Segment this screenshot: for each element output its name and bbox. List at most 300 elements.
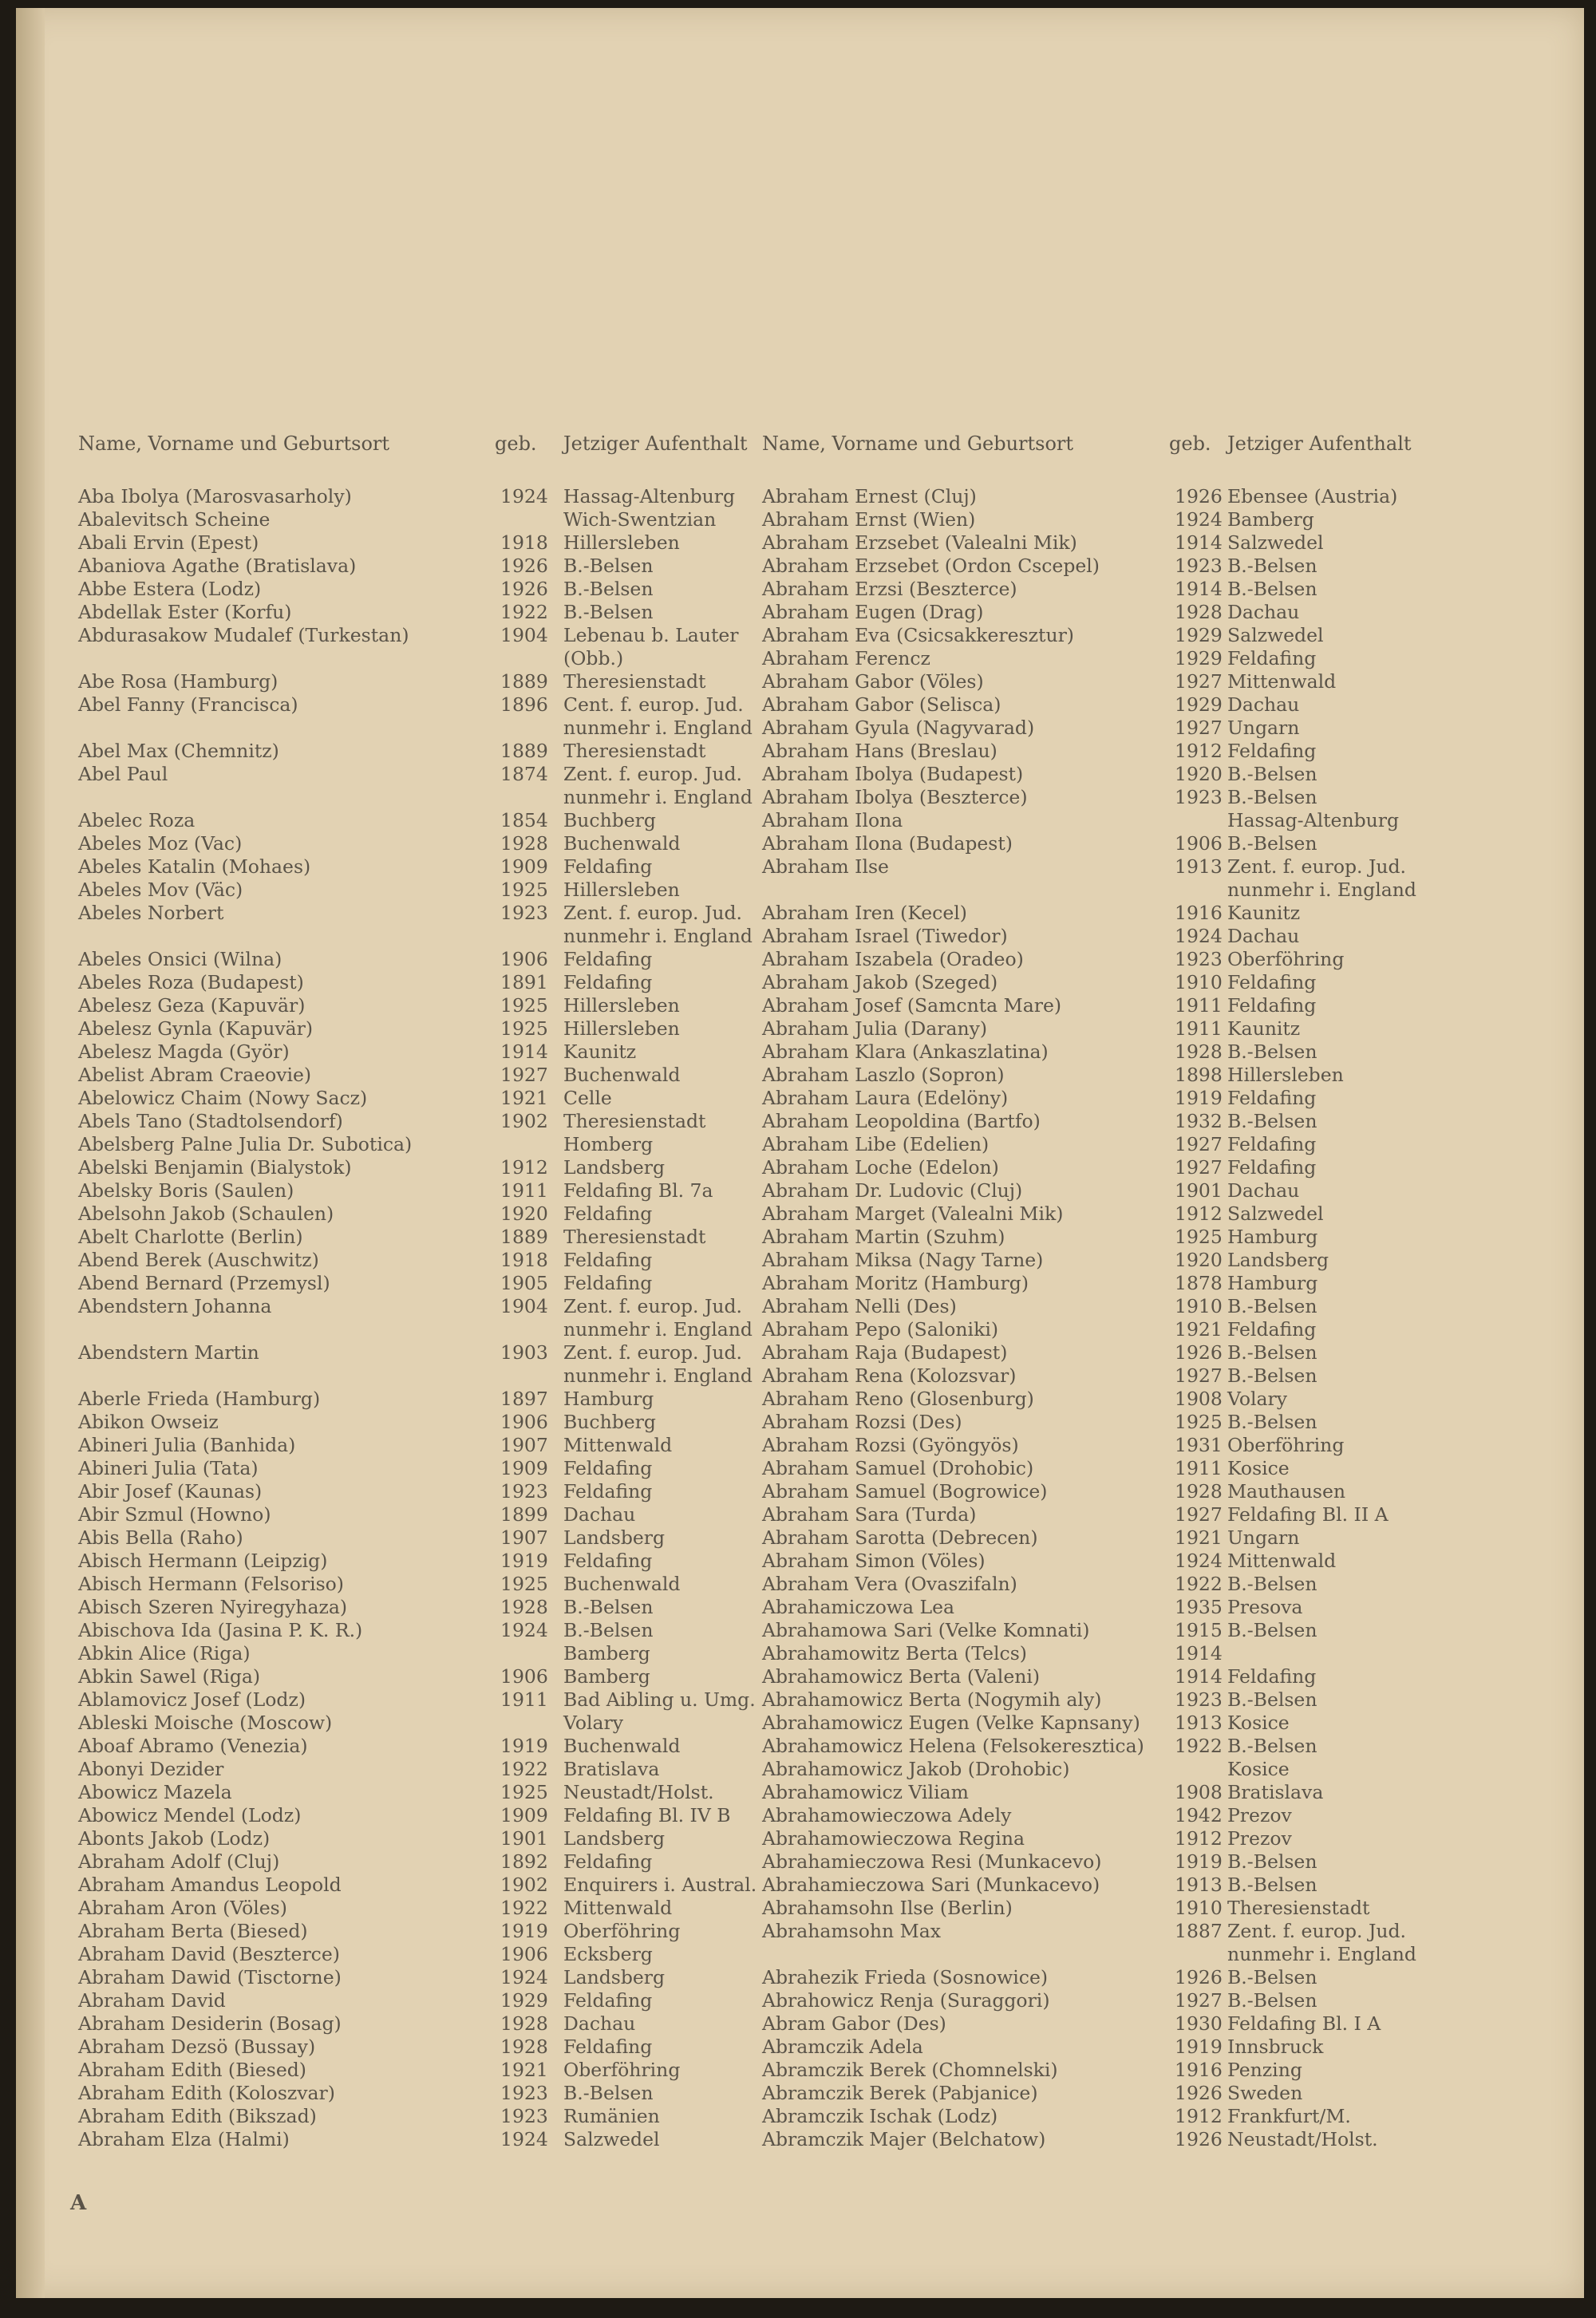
entry-location: Oberföhring [563, 2059, 681, 2081]
entry-name: Abraham Ernest (Cluj) [762, 485, 977, 507]
entry-birth-year: 1909 [500, 1804, 548, 1826]
entry-location: Buchenwald [563, 1573, 681, 1595]
list-item [762, 1665, 1560, 1688]
list-item [762, 1202, 1560, 1226]
entry-location: Ungarn [1227, 717, 1300, 739]
entry-location: Bamberg [1227, 508, 1314, 531]
entry-name: Abeles Norbert [78, 902, 224, 924]
entry-birth-year: 1906 [500, 1943, 548, 1965]
entry-location: Feldafing [563, 1202, 653, 1225]
list-item [762, 1341, 1560, 1364]
entry-birth-year: 1912 [1175, 1202, 1223, 1225]
entry-location: B.-Belsen [1227, 1573, 1317, 1595]
entry-birth-year: 1904 [500, 1295, 548, 1317]
entry-birth-year: 1931 [1175, 1434, 1223, 1456]
entry-location: Bamberg [563, 1642, 650, 1664]
entry-name: Abelesz Gynla (Kapuvär) [78, 1017, 314, 1040]
entry-location: Feldafing [563, 1249, 653, 1271]
entry-location: Salzwedel [563, 2128, 660, 2150]
entry-location: Salzwedel [1227, 531, 1324, 554]
entry-birth-year: 1919 [500, 1735, 548, 1757]
entry-location: Dachau [1227, 693, 1300, 716]
entry-name: Abraham Raja (Budapest) [762, 1341, 1008, 1364]
entry-birth-year: 1928 [1175, 601, 1223, 623]
list-item [762, 1249, 1560, 1272]
entry-location: Mauthausen [1227, 1480, 1346, 1503]
list-item [64, 1920, 766, 1943]
entry-name: Abraham Josef (Samcnta Mare) [762, 994, 1062, 1017]
entry-name: Abraham Elza (Halmi) [78, 2128, 290, 2150]
entry-birth-year: 1926 [1175, 1341, 1223, 1364]
entry-name: Abraham Rena (Kolozsvar) [762, 1364, 1017, 1387]
entry-name: Abonts Jakob (Lodz) [78, 1827, 271, 1850]
entry-birth-year: 1892 [500, 1850, 548, 1873]
entry-name: Abend Bernard (Przemysl) [78, 1272, 330, 1294]
entry-birth-year: 1929 [1175, 693, 1223, 716]
entry-name: Abend Berek (Auschwitz) [78, 1249, 319, 1271]
list-item [64, 1688, 766, 1712]
list-item [64, 1989, 766, 2012]
entry-name: Abisch Hermann (Felsoriso) [78, 1573, 344, 1595]
entry-location: B.-Belsen [1227, 832, 1317, 855]
entry-location: Hamburg [1227, 1226, 1318, 1248]
entry-name: Abrahamowicz Jakob (Drohobic) [762, 1758, 1070, 1780]
entry-name: Abelt Charlotte (Berlin) [78, 1226, 303, 1248]
entry-birth-year: 1919 [500, 1550, 548, 1572]
entry-location: Feldafing Bl. I A [1227, 2012, 1381, 2035]
list-item [64, 1202, 766, 1226]
entry-location: Dachau [563, 1503, 636, 1526]
entry-location: Feldafing [563, 1989, 653, 2012]
entry-name: Abelist Abram Craeovie) [78, 1064, 312, 1086]
entry-birth-year: 1912 [500, 1156, 548, 1179]
list-item [762, 1712, 1560, 1735]
list-item [762, 555, 1560, 578]
entry-name: Abikon Owseiz [78, 1411, 219, 1433]
entry-birth-year: 1910 [1175, 1295, 1223, 1317]
entry-name: Aba Ibolya (Marosvasarholy) [78, 485, 352, 507]
list-item [762, 508, 1560, 531]
entry-location: Enquirers i. Austral. [563, 1874, 757, 1896]
entry-location: Prezov [1227, 1804, 1292, 1826]
entry-birth-year: 1905 [500, 1272, 548, 1294]
list-item [762, 971, 1560, 994]
entry-location: Frankfurt/M. [1227, 2105, 1351, 2127]
entry-birth-year: 1927 [500, 1064, 548, 1086]
entry-birth-year: 1911 [500, 1179, 548, 1202]
entry-name: Abramczik Adela [762, 2036, 923, 2058]
entry-name: Abraham Jakob (Szeged) [762, 971, 998, 993]
entry-birth-year: 1914 [1175, 578, 1223, 600]
entry-location: Homberg [563, 1133, 654, 1155]
entry-location-continued: nunmehr i. England [563, 786, 753, 808]
entry-birth-year: 1908 [1175, 1388, 1223, 1410]
document-page [16, 8, 1584, 2298]
entry-location: Cent. f. europ. Jud. [563, 693, 744, 716]
entry-birth-year: 1908 [1175, 1781, 1223, 1803]
entry-name: Abraham Laura (Edelöny) [762, 1087, 1009, 1109]
entry-name: Abelowicz Chaim (Nowy Sacz) [78, 1087, 368, 1109]
entry-name: Abeles Moz (Vac) [78, 832, 243, 855]
list-item [64, 1226, 766, 1249]
entry-name: Abrahamowa Sari (Velke Komnati) [762, 1619, 1090, 1641]
entry-name: Abel Paul [78, 763, 168, 785]
entry-name: Abrahamowicz Eugen (Velke Kapnsany) [762, 1712, 1140, 1734]
entry-name: Abraham Eugen (Drag) [762, 601, 984, 623]
entry-location: B.-Belsen [1227, 763, 1317, 785]
entry-name: Abramczik Majer (Belchatow) [762, 2128, 1046, 2150]
entry-location: Feldafing [563, 2036, 653, 2058]
list-item [64, 1804, 766, 1827]
entry-birth-year: 1913 [1175, 1712, 1223, 1734]
entry-birth-year: 1902 [500, 1110, 548, 1132]
entry-name: Abraham Iren (Kecel) [762, 902, 967, 924]
entry-birth-year: 1923 [1175, 948, 1223, 970]
entry-location: Landsberg [563, 1966, 666, 1988]
entry-name: Abrahamowicz Viliam [762, 1781, 969, 1803]
list-item [762, 1064, 1560, 1087]
entry-birth-year: 1922 [500, 601, 548, 623]
entry-location: Innsbruck [1227, 2036, 1324, 2058]
entry-birth-year: 1919 [1175, 1087, 1223, 1109]
list-item [762, 601, 1560, 624]
entry-location-continued: nunmehr i. England [563, 717, 753, 739]
list-item [762, 1897, 1560, 1920]
list-item [762, 1735, 1560, 1758]
list-item [762, 1550, 1560, 1573]
entry-location: Sweden [1227, 2082, 1303, 2104]
list-item [64, 693, 766, 740]
list-item [64, 508, 766, 531]
list-item [64, 1735, 766, 1758]
list-item [64, 601, 766, 624]
entry-birth-year: 1927 [1175, 670, 1223, 693]
entry-name: Abir Szmul (Howno) [78, 1503, 271, 1526]
entry-location: Feldafing [563, 1457, 653, 1479]
entry-location: Buchenwald [563, 832, 681, 855]
entry-location: Hillersleben [563, 531, 680, 554]
entry-name: Abis Bella (Raho) [78, 1526, 243, 1549]
entry-name: Abkin Alice (Riga) [78, 1642, 251, 1664]
entry-birth-year: 1924 [500, 2128, 548, 2150]
entry-birth-year: 1910 [1175, 971, 1223, 993]
entry-location: Neustadt/Holst. [1227, 2128, 1378, 2150]
entry-location: Feldafing [563, 1272, 653, 1294]
entry-location: Zent. f. europ. Jud. [563, 1295, 743, 1317]
entry-location: Mittenwald [563, 1434, 673, 1456]
entry-birth-year: 1928 [1175, 1480, 1223, 1503]
list-item [762, 1480, 1560, 1503]
entry-location: Feldafing [1227, 1087, 1317, 1109]
entry-birth-year: 1914 [1175, 1665, 1223, 1688]
entry-location: Hillersleben [563, 879, 680, 901]
entry-birth-year: 1923 [500, 2105, 548, 2127]
entry-birth-year: 1913 [1175, 1874, 1223, 1896]
entry-birth-year: 1889 [500, 670, 548, 693]
entry-name: Abelec Roza [78, 809, 196, 831]
entry-location: Feldafing [1227, 971, 1317, 993]
list-item [762, 809, 1560, 832]
entry-name: Abeles Roza (Budapest) [78, 971, 304, 993]
entry-location: Presova [1227, 1596, 1303, 1618]
entry-location-continued: nunmehr i. England [1227, 1943, 1416, 1965]
header-name-label: Name, Vorname und Geburtsort [762, 432, 1074, 455]
entry-name: Abels Tano (Stadtolsendorf) [78, 1110, 343, 1132]
entry-location: Kosice [1227, 1712, 1290, 1734]
entry-birth-year: 1929 [1175, 647, 1223, 669]
list-item [64, 1526, 766, 1550]
entry-location: B.-Belsen [563, 2082, 654, 2104]
list-item [64, 971, 766, 994]
entry-location: Zent. f. europ. Jud. [1227, 855, 1407, 878]
entry-location: Bratislava [563, 1758, 660, 1780]
entry-name: Abraham Edith (Biesed) [78, 2059, 306, 2081]
entry-birth-year: 1911 [1175, 1017, 1223, 1040]
entry-location: Feldafing [1227, 1665, 1317, 1688]
entry-birth-year: 1926 [1175, 485, 1223, 507]
entry-location: Prezov [1227, 1827, 1292, 1850]
entry-birth-year: 1907 [500, 1434, 548, 1456]
entry-location: Feldafing [563, 948, 653, 970]
list-item [762, 2059, 1560, 2082]
entry-location: Landsberg [1227, 1249, 1329, 1271]
entry-location: Dachau [1227, 601, 1300, 623]
entry-name: Abraham Laszlo (Sopron) [762, 1064, 1005, 1086]
entry-location: Penzing [1227, 2059, 1302, 2081]
list-item [762, 832, 1560, 855]
entry-birth-year: 1919 [1175, 2036, 1223, 2058]
entry-birth-year: 1926 [1175, 1966, 1223, 1988]
entry-location: Celle [563, 1087, 612, 1109]
entry-name: Abraham Nelli (Des) [762, 1295, 957, 1317]
entry-location: Oberföhring [563, 1920, 681, 1942]
list-item [64, 1781, 766, 1804]
entry-location: Landsberg [563, 1827, 666, 1850]
list-item [64, 1596, 766, 1619]
entry-birth-year: 1927 [1175, 717, 1223, 739]
list-item [762, 1827, 1560, 1850]
list-item [64, 578, 766, 601]
section-letter: A [70, 2191, 87, 2215]
list-item [64, 809, 766, 832]
list-item [762, 1596, 1560, 1619]
entry-name: Abraham Amandus Leopold [78, 1874, 342, 1896]
entry-name: Abraham Hans (Breslau) [762, 740, 998, 762]
entry-location: Zent. f. europ. Jud. [563, 902, 743, 924]
entry-birth-year: 1902 [500, 1874, 548, 1896]
list-item [64, 902, 766, 948]
list-item [64, 1017, 766, 1041]
entry-name: Abalevitsch Scheine [78, 508, 271, 531]
entry-location: Rumänien [563, 2105, 660, 2127]
list-item [762, 786, 1560, 809]
entry-location: Hillersleben [563, 1017, 680, 1040]
entry-location: Salzwedel [1227, 624, 1324, 646]
entry-name: Abraham Desiderin (Bosag) [78, 2012, 342, 2035]
entry-location: Theresienstadt [1227, 1897, 1370, 1919]
list-item [64, 1573, 766, 1596]
entry-birth-year: 1901 [1175, 1179, 1223, 1202]
list-item [762, 1619, 1560, 1642]
entry-location: Feldafing [1227, 647, 1317, 669]
entry-name: Abraham Dawid (Tisctorne) [78, 1966, 342, 1988]
entry-birth-year: 1913 [1175, 855, 1223, 878]
list-item [64, 1041, 766, 1064]
entry-location: Feldafing Bl. 7a [563, 1179, 713, 1202]
entry-birth-year: 1906 [500, 948, 548, 970]
entry-location: Kaunitz [563, 1041, 637, 1063]
entry-name: Abraham Loche (Edelon) [762, 1156, 999, 1179]
header-year-label: geb. [495, 432, 537, 455]
list-item [762, 2128, 1560, 2151]
header-year-label: geb. [1169, 432, 1211, 455]
list-item [762, 902, 1560, 925]
entry-name: Abraham Gyula (Nagyvarad) [762, 717, 1035, 739]
entry-birth-year: 1906 [500, 1411, 548, 1433]
entry-birth-year: 1921 [1175, 1318, 1223, 1341]
entry-birth-year: 1927 [1175, 1503, 1223, 1526]
entry-birth-year: 1924 [500, 1619, 548, 1641]
entry-name: Abraham Miksa (Nagy Tarne) [762, 1249, 1044, 1271]
list-item [762, 1804, 1560, 1827]
entry-name: Abeles Katalin (Mohaes) [78, 855, 311, 878]
entry-birth-year: 1899 [500, 1503, 548, 1526]
list-item [762, 1457, 1560, 1480]
entry-birth-year: 1889 [500, 1226, 548, 1248]
entry-name: Abali Ervin (Epest) [78, 531, 259, 554]
list-item [762, 1920, 1560, 1966]
list-item [762, 578, 1560, 601]
list-item [762, 1295, 1560, 1318]
entry-name: Abrahamowicz Berta (Valeni) [762, 1665, 1041, 1688]
entry-location: B.-Belsen [1227, 786, 1317, 808]
entry-location: B.-Belsen [1227, 1364, 1317, 1387]
entry-birth-year: 1912 [1175, 740, 1223, 762]
entry-location: Dachau [1227, 1179, 1300, 1202]
entry-location: B.-Belsen [1227, 1989, 1317, 2012]
list-item [762, 1781, 1560, 1804]
entry-name: Abraham Eva (Csicsakkeresztur) [762, 624, 1074, 646]
list-item [64, 2105, 766, 2128]
entry-birth-year: 1928 [1175, 1041, 1223, 1063]
list-item [762, 1179, 1560, 1202]
entry-name: Abrahezik Frieda (Sosnowice) [762, 1966, 1049, 1988]
entry-location: B.-Belsen [563, 601, 654, 623]
list-item [64, 1457, 766, 1480]
entry-name: Abel Max (Chemnitz) [78, 740, 279, 762]
entry-birth-year: 1919 [500, 1920, 548, 1942]
entry-birth-year: 1920 [1175, 1249, 1223, 1271]
entry-location: B.-Belsen [563, 578, 654, 600]
entry-location: Kaunitz [1227, 1017, 1301, 1040]
entry-birth-year: 1928 [500, 2012, 548, 2035]
list-item [64, 994, 766, 1017]
entry-name: Abraham Sarotta (Debrecen) [762, 1526, 1038, 1549]
entry-name: Abramczik Berek (Chomnelski) [762, 2059, 1058, 2081]
entry-location: Buchenwald [563, 1064, 681, 1086]
list-item [64, 1295, 766, 1341]
list-item [762, 1688, 1560, 1712]
entry-location: Bamberg [563, 1665, 650, 1688]
list-item [64, 1480, 766, 1503]
list-item [762, 693, 1560, 717]
entry-birth-year: 1921 [500, 1087, 548, 1109]
entry-location: Wich-Swentzian [563, 508, 717, 531]
entry-location: B.-Belsen [1227, 1735, 1317, 1757]
entry-location: Feldafing [563, 1850, 653, 1873]
entry-birth-year: 1901 [500, 1827, 548, 1850]
entry-location: B.-Belsen [1227, 1850, 1317, 1873]
list-item [64, 855, 766, 879]
entry-name: Abe Rosa (Hamburg) [78, 670, 279, 693]
entry-name: Abraham Ibolya (Budapest) [762, 763, 1024, 785]
list-item [762, 670, 1560, 693]
entry-birth-year: 1922 [500, 1897, 548, 1919]
entry-location: Salzwedel [1227, 1202, 1324, 1225]
entry-name: Abraham Julia (Darany) [762, 1017, 988, 1040]
entry-birth-year: 1915 [1175, 1619, 1223, 1641]
entry-location: Buchenwald [563, 1735, 681, 1757]
list-item [64, 1388, 766, 1411]
list-item [64, 1064, 766, 1087]
page-gutter-shadow [16, 8, 45, 2298]
entry-birth-year: 1914 [1175, 531, 1223, 554]
list-item [64, 1943, 766, 1966]
entry-location: Dachau [563, 2012, 636, 2035]
list-item [762, 1642, 1560, 1665]
entry-location: B.-Belsen [1227, 1874, 1317, 1896]
entry-location: Feldafing [563, 971, 653, 993]
entry-location: B.-Belsen [1227, 1295, 1317, 1317]
entry-name: Abraham Erzsebet (Ordon Cscepel) [762, 555, 1100, 577]
entry-location: Feldafing [563, 1480, 653, 1503]
entry-birth-year: 1878 [1175, 1272, 1223, 1294]
entry-location: B.-Belsen [1227, 1341, 1317, 1364]
entry-birth-year: 1923 [1175, 555, 1223, 577]
entry-location: B.-Belsen [1227, 578, 1317, 600]
entry-birth-year: 1925 [500, 994, 548, 1017]
entry-location: Dachau [1227, 925, 1300, 947]
list-item [64, 1249, 766, 1272]
list-item [762, 948, 1560, 971]
list-item [762, 1503, 1560, 1526]
list-item [64, 1341, 766, 1388]
entry-birth-year: 1925 [500, 1573, 548, 1595]
entry-birth-year: 1912 [1175, 2105, 1223, 2127]
entry-location: Volary [563, 1712, 623, 1734]
list-item [762, 2036, 1560, 2059]
entry-location: Hassag-Altenburg [1227, 809, 1400, 831]
entry-birth-year: 1923 [1175, 786, 1223, 808]
entry-birth-year: 1922 [1175, 1735, 1223, 1757]
entry-location: Theresienstadt [563, 670, 706, 693]
entry-birth-year: 1927 [1175, 1364, 1223, 1387]
list-item [64, 879, 766, 902]
entry-birth-year: 1903 [500, 1341, 548, 1364]
list-item [762, 1526, 1560, 1550]
list-item [64, 832, 766, 855]
entry-name: Abelsohn Jakob (Schaulen) [78, 1202, 334, 1225]
entry-name: Abraham Israel (Tiwedor) [762, 925, 1008, 947]
list-item [64, 1712, 766, 1735]
entry-name: Abraham Berta (Biesed) [78, 1920, 308, 1942]
entry-birth-year: 1854 [500, 809, 548, 831]
list-item [762, 1133, 1560, 1156]
entry-name: Abraham Gabor (Selisca) [762, 693, 1001, 716]
list-item [762, 1017, 1560, 1041]
entry-birth-year: 1887 [1175, 1920, 1223, 1942]
entry-birth-year: 1924 [500, 1966, 548, 1988]
